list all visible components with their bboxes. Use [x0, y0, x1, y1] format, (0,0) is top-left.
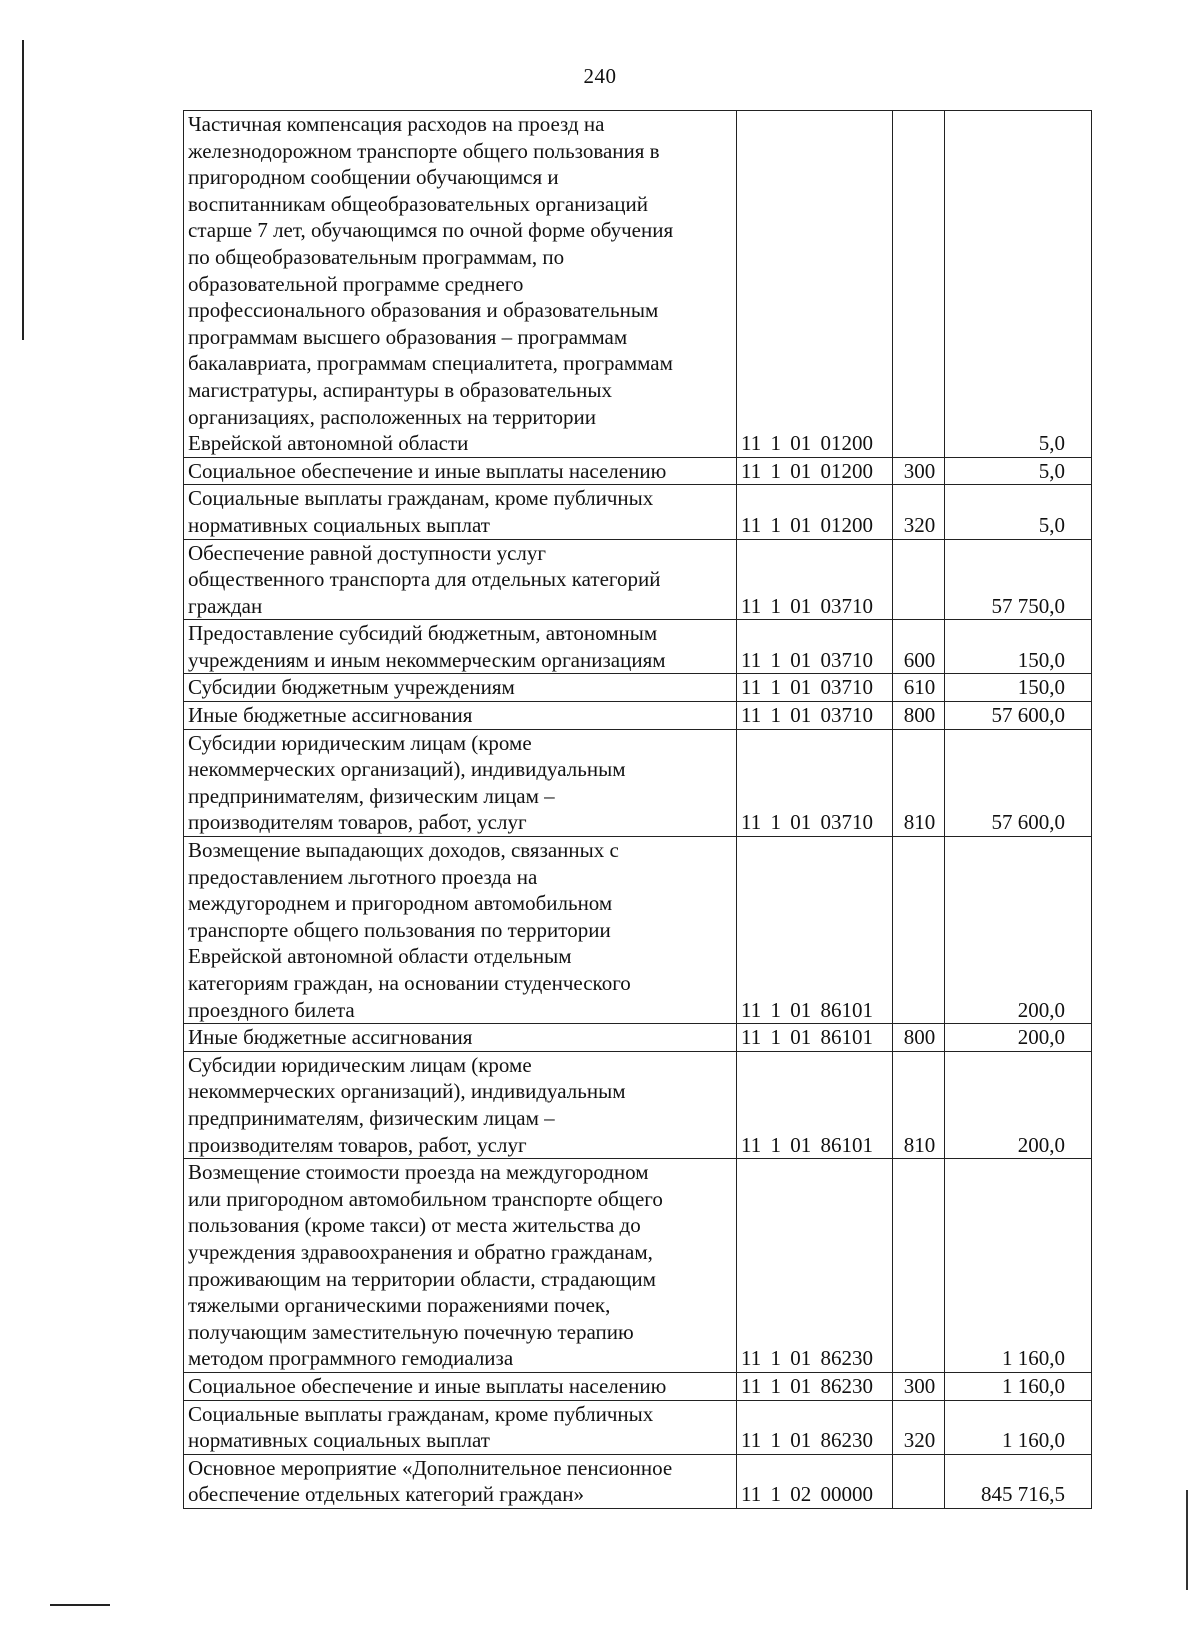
expense-type-cell	[893, 539, 945, 620]
amount-cell: 5,0	[945, 457, 1092, 485]
item-name-cell	[184, 1454, 737, 1508]
table-row	[184, 1400, 1092, 1454]
expense-type-cell	[893, 837, 945, 1024]
item-name-line: Возмещение стоимости проезда на междугородном	[188, 1160, 649, 1185]
item-name-line: методом программного гемодиализа	[188, 1346, 514, 1371]
target-code-cell: 11 1 02 00000	[737, 1454, 893, 1508]
target-code-cell: 11 1 01 86101	[737, 837, 893, 1024]
item-name-cell	[184, 729, 737, 836]
item-name-line: Еврейской автономной области	[188, 431, 469, 456]
amount-cell: 845 716,5	[945, 1454, 1092, 1508]
bottom-margin-mark	[50, 1604, 110, 1606]
item-name-cell	[184, 702, 737, 730]
target-code-cell: 11 1 01 86230	[737, 1159, 893, 1373]
item-name-line: Социальные выплаты гражданам, кроме публичных	[188, 1401, 654, 1426]
expense-type-cell: 300	[893, 457, 945, 485]
item-name-line: пользования (кроме такси) от места жительства до	[188, 1213, 641, 1238]
item-name-line: некоммерческих организаций), индивидуальным	[188, 757, 626, 782]
expense-type-cell: 320	[893, 485, 945, 539]
target-code-cell: 11 1 01 03710	[737, 539, 893, 620]
expense-type-cell: 800	[893, 1024, 945, 1052]
item-name-line: нормативных социальных выплат	[188, 512, 490, 537]
item-name-line: Субсидии юридическим лицам (кроме	[188, 730, 532, 755]
item-name-cell	[184, 485, 737, 539]
amount-cell: 5,0	[945, 111, 1092, 458]
amount-cell: 57 600,0	[945, 729, 1092, 836]
target-code-cell: 11 1 01 01200	[737, 111, 893, 458]
item-name-line: Иные бюджетные ассигнования	[188, 1025, 473, 1050]
item-name-line: общественного транспорта для отдельных категорий	[188, 567, 661, 592]
amount-cell: 1 160,0	[945, 1372, 1092, 1400]
amount-cell: 1 160,0	[945, 1400, 1092, 1454]
item-name-line: пригородном сообщении обучающимся и	[188, 165, 559, 190]
expense-type-cell	[893, 111, 945, 458]
item-name-cell	[184, 837, 737, 1024]
target-code-cell: 11 1 01 01200	[737, 485, 893, 539]
item-name-cell	[184, 1400, 737, 1454]
item-name-line: производителям товаров, работ, услуг	[188, 810, 527, 835]
item-name-line: Субсидии бюджетным учреждениям	[188, 675, 515, 700]
item-name-line: транспорте общего пользования по территории	[188, 917, 611, 942]
item-name-line: Возмещение выпадающих доходов, связанных с	[188, 838, 619, 863]
item-name-cell	[184, 111, 737, 458]
item-name-line: по общеобразовательным программам, по	[188, 244, 565, 269]
item-name-line: Частичная компенсация расходов на проезд на	[188, 112, 605, 136]
item-name-line: предпринимателям, физическим лицам –	[188, 1105, 555, 1130]
amount-cell: 57 600,0	[945, 702, 1092, 730]
item-name-line: Еврейской автономной области отдельным	[188, 944, 572, 969]
table-row	[184, 1159, 1092, 1373]
expense-type-cell	[893, 1159, 945, 1373]
table-row	[184, 1454, 1092, 1508]
item-name-line: предоставлением льготного проезда на	[188, 864, 538, 889]
item-name-line: Социальные выплаты гражданам, кроме публичных	[188, 486, 654, 511]
expense-type-cell: 610	[893, 674, 945, 702]
item-name-line: обеспечение отдельных категорий граждан»	[188, 1482, 584, 1507]
item-name-line: учреждениям и иным некоммерческим организациям	[188, 647, 666, 672]
target-code-cell: 11 1 01 86230	[737, 1372, 893, 1400]
table-row	[184, 620, 1092, 674]
table-row	[184, 1372, 1092, 1400]
item-name-line: организациях, расположенных на территории	[188, 404, 597, 429]
target-code-cell: 11 1 01 01200	[737, 457, 893, 485]
table-row	[184, 485, 1092, 539]
target-code-cell: 11 1 01 86101	[737, 1024, 893, 1052]
target-code-cell: 11 1 01 86101	[737, 1051, 893, 1158]
expense-type-cell: 800	[893, 702, 945, 730]
table-row	[184, 457, 1092, 485]
amount-cell: 150,0	[945, 674, 1092, 702]
amount-cell: 200,0	[945, 1051, 1092, 1158]
table-row	[184, 111, 1092, 458]
amount-cell: 57 750,0	[945, 539, 1092, 620]
target-code-cell: 11 1 01 03710	[737, 729, 893, 836]
item-name-line: или пригородном автомобильном транспорте общего	[188, 1186, 663, 1211]
table-row	[184, 1024, 1092, 1052]
table-row	[184, 729, 1092, 836]
table-row	[184, 837, 1092, 1024]
amount-cell: 5,0	[945, 485, 1092, 539]
item-name-line: Иные бюджетные ассигнования	[188, 703, 473, 728]
item-name-line: Предоставление субсидий бюджетным, автономным	[188, 621, 658, 646]
amount-cell: 200,0	[945, 1024, 1092, 1052]
target-code-cell: 11 1 01 03710	[737, 620, 893, 674]
item-name-line: получающим заместительную почечную терапию	[188, 1319, 634, 1344]
item-name-line: бакалавриата, программам специалитета, программам	[188, 351, 673, 376]
item-name-cell	[184, 539, 737, 620]
expense-type-cell: 300	[893, 1372, 945, 1400]
item-name-line: воспитанникам общеобразовательных организаций	[188, 191, 648, 216]
item-name-cell	[184, 1159, 737, 1373]
item-name-line: программам высшего образования – программам	[188, 324, 628, 349]
item-name-line: междугороднем и пригородном автомобильном	[188, 891, 613, 916]
expense-type-cell	[893, 1454, 945, 1508]
item-name-cell	[184, 457, 737, 485]
table-row	[184, 702, 1092, 730]
expense-type-cell: 600	[893, 620, 945, 674]
right-margin-mark	[1186, 1490, 1188, 1590]
item-name-line: учреждения здравоохранения и обратно гражданам,	[188, 1239, 653, 1264]
table-row	[184, 674, 1092, 702]
expense-type-cell: 320	[893, 1400, 945, 1454]
item-name-cell	[184, 620, 737, 674]
target-code-cell: 11 1 01 03710	[737, 702, 893, 730]
target-code-cell: 11 1 01 86230	[737, 1400, 893, 1454]
item-name-line: предпринимателям, физическим лицам –	[188, 783, 555, 808]
amount-cell: 150,0	[945, 620, 1092, 674]
item-name-line: профессионального образования и образовательным	[188, 298, 659, 323]
item-name-line: тяжелыми органическими поражениями почек,	[188, 1293, 611, 1318]
target-code-cell: 11 1 01 03710	[737, 674, 893, 702]
table-row	[184, 1051, 1092, 1158]
item-name-line: проживающим на территории области, страдающим	[188, 1266, 656, 1291]
item-name-line: производителям товаров, работ, услуг	[188, 1132, 527, 1157]
item-name-line: граждан	[188, 593, 263, 618]
item-name-cell	[184, 674, 737, 702]
item-name-line: некоммерческих организаций), индивидуальным	[188, 1079, 626, 1104]
item-name-line: Социальное обеспечение и иные выплаты населению	[188, 458, 667, 483]
item-name-line: проездного билета	[188, 997, 355, 1022]
item-name-line: нормативных социальных выплат	[188, 1428, 490, 1453]
item-name-line: железнодорожном транспорте общего пользования в	[188, 138, 660, 163]
amount-cell: 200,0	[945, 837, 1092, 1024]
item-name-cell	[184, 1372, 737, 1400]
amount-cell: 1 160,0	[945, 1159, 1092, 1373]
expense-type-cell: 810	[893, 729, 945, 836]
item-name-line: старше 7 лет, обучающимся по очной форме обучения	[188, 218, 674, 243]
item-name-cell	[184, 1024, 737, 1052]
item-name-line: образовательной программе среднего	[188, 271, 524, 296]
item-name-line: Субсидии юридическим лицам (кроме	[188, 1052, 532, 1077]
item-name-line: магистратуры, аспирантуры в образовательных	[188, 377, 612, 402]
item-name-line: Социальное обеспечение и иные выплаты населению	[188, 1373, 667, 1398]
budget-table-body	[184, 111, 1092, 1509]
item-name-line: Основное мероприятие «Дополнительное пенсионное	[188, 1455, 673, 1480]
expense-type-cell: 810	[893, 1051, 945, 1158]
item-name-line: Обеспечение равной доступности услуг	[188, 540, 546, 565]
table-row	[184, 539, 1092, 620]
item-name-cell	[184, 1051, 737, 1158]
page-number: 240	[583, 64, 617, 88]
budget-table	[183, 110, 1092, 1509]
item-name-line: категориям граждан, на основании студенческого	[188, 971, 631, 995]
